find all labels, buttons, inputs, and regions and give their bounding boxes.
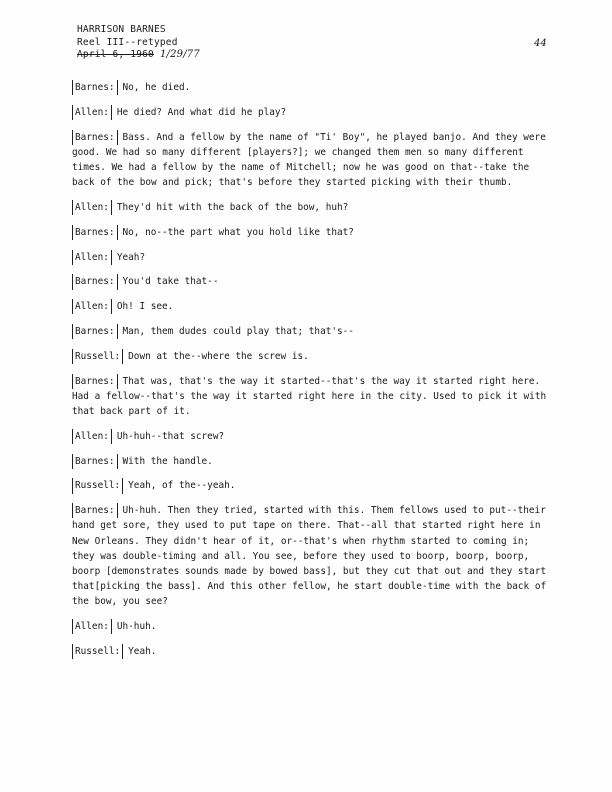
dialogue-text: No, he died. xyxy=(122,82,191,93)
speaker-label: Barnes: xyxy=(72,324,118,339)
dialogue-text: No, no--the part what you hold like that? xyxy=(122,226,354,238)
speaker-label: Allen: xyxy=(72,429,112,444)
dialogue-turn xyxy=(72,250,554,265)
dialogue-turn xyxy=(72,478,554,493)
date-line xyxy=(77,49,200,62)
speaker-label: Allen: xyxy=(72,250,112,265)
dialogue-text: You'd take that-- xyxy=(122,276,219,288)
speaker-label: Russell: xyxy=(72,349,123,364)
speaker-label: Barnes: xyxy=(72,130,118,145)
dialogue-turn xyxy=(72,644,554,659)
speaker-label: Russell: xyxy=(72,478,123,493)
dialogue-text: Yeah, of the--yeah. xyxy=(128,480,236,492)
speaker-label: Barnes: xyxy=(72,374,118,389)
reel-label: Reel III--retyped xyxy=(77,36,178,48)
dialogue-text: They'd hit with the back of the bow, huh? xyxy=(116,202,349,213)
speaker-label: Allen: xyxy=(72,619,112,634)
speaker-label: Russell: xyxy=(72,644,123,659)
dialogue-turn xyxy=(72,299,554,314)
dialogue-turn xyxy=(72,130,554,191)
dialogue-turn xyxy=(72,374,554,420)
dialogue-turn xyxy=(72,429,554,444)
speaker-label: Allen: xyxy=(72,299,112,314)
dialogue-turn xyxy=(72,349,554,364)
dialogue-text: That was, that's the way it started--that's the way it started right here. Had a fellow--that's the way it started right here in the city. Used to pick it with that back part of it. xyxy=(72,375,547,417)
interviewee-name: HARRISON BARNES xyxy=(77,24,166,35)
dialogue-turn xyxy=(72,274,554,289)
dialogue-text: Yeah? xyxy=(116,251,146,263)
dialogue-text: Uh-huh--that screw? xyxy=(116,430,225,442)
dialogue-text: He died? And what did he play? xyxy=(116,106,287,118)
transcript-body xyxy=(72,80,554,669)
dialogue-turn xyxy=(72,324,554,339)
dialogue-turn xyxy=(72,503,554,609)
speaker-label: Barnes: xyxy=(72,454,118,469)
dialogue-text: Man, them dudes could play that; that's-- xyxy=(122,325,354,337)
speaker-label: Barnes: xyxy=(72,80,118,95)
speaker-label: Allen: xyxy=(72,200,112,215)
dialogue-turn xyxy=(72,80,554,95)
dialogue-text: Yeah. xyxy=(128,645,157,657)
document-header xyxy=(77,24,200,62)
dialogue-turn xyxy=(72,200,554,215)
struck-original-date: April 6, 1960 xyxy=(77,49,154,60)
dialogue-text: With the handle. xyxy=(122,455,213,467)
speaker-label: Barnes: xyxy=(72,274,118,289)
handwritten-date: 1/29/77 xyxy=(159,49,200,60)
dialogue-text: Down at the--where the screw is. xyxy=(128,350,309,362)
dialogue-text: Bass. And a fellow by the name of "Ti' Boy", he played banjo. And they were good. We had so many different [players?]; we changed them men so many different times. We had a fellow by the name of Mitchell; now he was good on that--take the back of the bow and pick; that's before they started picking with their thumb. xyxy=(72,131,546,189)
dialogue-text: Oh! I see. xyxy=(116,301,174,313)
speaker-label: Barnes: xyxy=(72,225,118,240)
page-number: 44 xyxy=(534,38,547,49)
dialogue-turn xyxy=(72,619,554,634)
dialogue-text: Uh-huh. xyxy=(116,621,157,633)
speaker-label: Barnes: xyxy=(72,503,118,518)
dialogue-turn xyxy=(72,105,554,120)
dialogue-text: Uh-huh. Then they tried, started with this. Them fellows used to put--their hand get sore, they used to put tape on there. That--all that started right here in New Orleans. They didn't hear of it, or--that's when rhythm started to coming in; they was double-timing and all. You see, before they used to boorp, boorp, boorp, boorp [demonstrates sounds made by bowed bass], but they cut that out and they start that[picking the bass]. And this other fellow, he start double-time with the back of the bow, you see? xyxy=(72,505,547,608)
dialogue-turn xyxy=(72,225,554,240)
speaker-label: Allen: xyxy=(72,105,112,120)
dialogue-turn xyxy=(72,454,554,469)
